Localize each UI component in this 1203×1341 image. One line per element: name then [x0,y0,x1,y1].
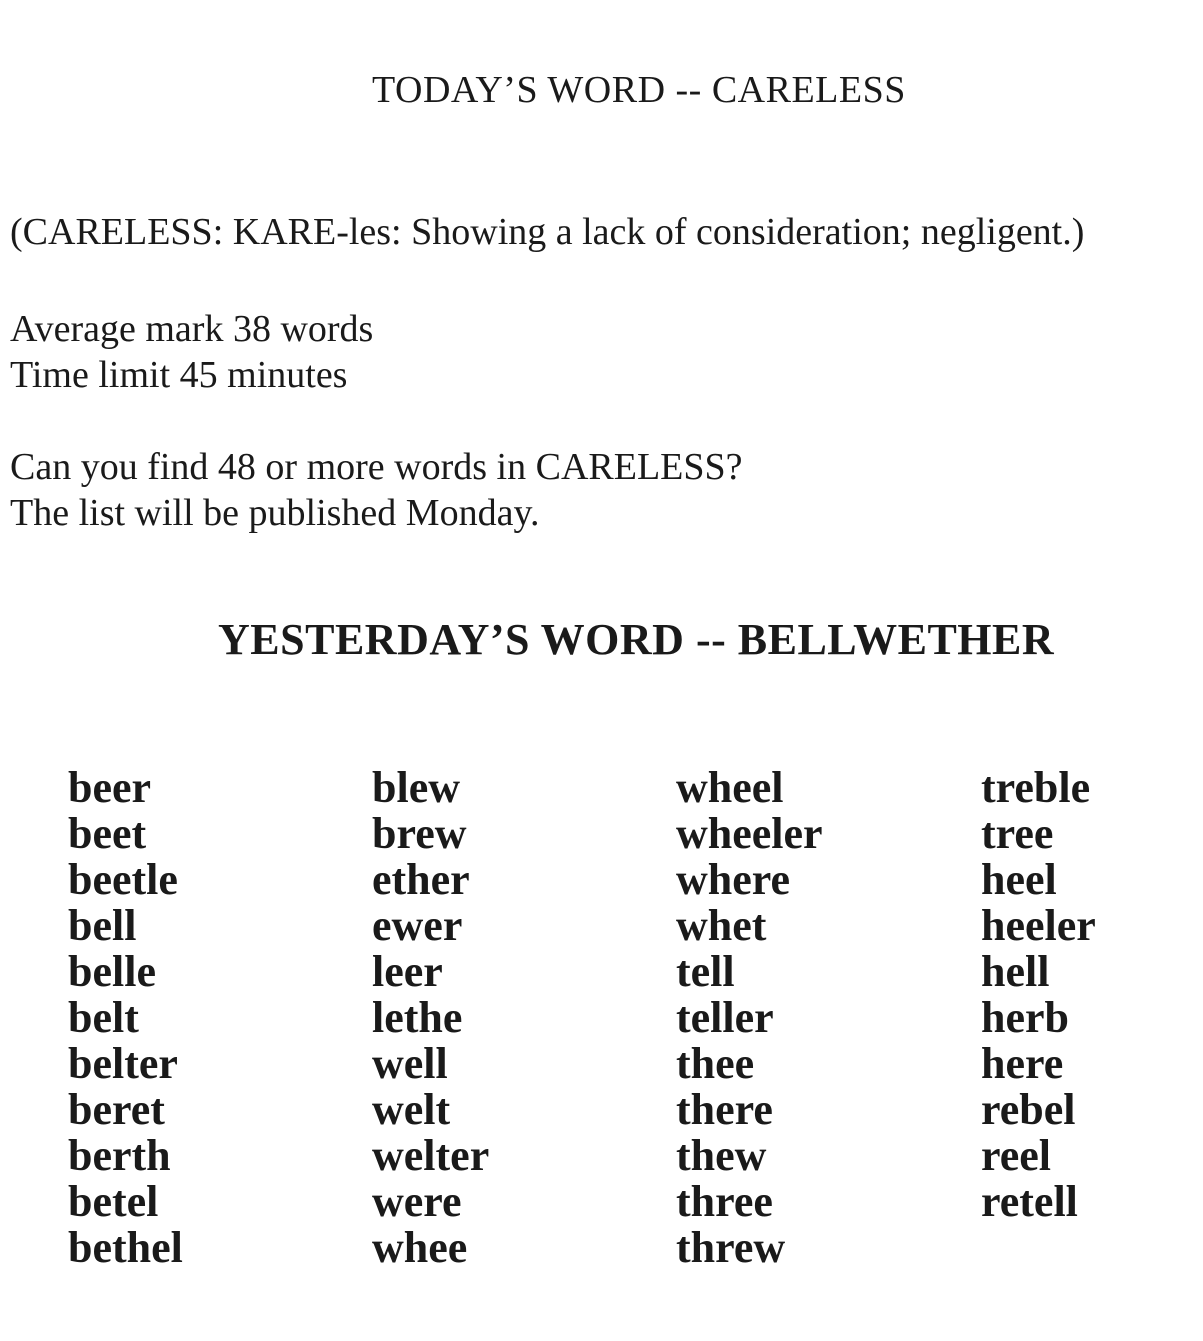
challenge-question: Can you find 48 or more words in CARELESS? [10,446,743,488]
word-item: blew [372,763,460,812]
word-item: tell [676,947,735,996]
word-column-3 [676,765,823,1271]
word-item: beer [68,763,152,812]
word-item: beetle [68,855,178,904]
word-item: wheeler [676,809,823,858]
word-item: berth [68,1131,171,1180]
todays-word-title: TODAY’S WORD -- CARELESS [372,69,906,111]
word-item: belter [68,1039,178,1088]
word-item: lethe [372,993,463,1042]
word-item: wheel [676,763,784,812]
publish-note: The list will be published Monday. [10,492,540,534]
word-list-grid [68,765,1188,1285]
word-item: whet [676,901,767,950]
word-column-1 [68,765,183,1271]
word-definition: (CARELESS: KARE-les: Showing a lack of consideration; negligent.) [10,211,1085,253]
time-limit: Time limit 45 minutes [10,354,348,396]
word-item: beret [68,1085,165,1134]
word-item: herb [981,993,1069,1042]
word-item: belle [68,947,156,996]
word-item: heel [981,855,1057,904]
word-item: reel [981,1131,1052,1180]
word-item: bell [68,901,137,950]
word-item: ewer [372,901,463,950]
word-item: whee [372,1223,468,1272]
challenge-text [10,444,743,536]
word-item: here [981,1039,1064,1088]
word-item: where [676,855,791,904]
word-item: betel [68,1177,159,1226]
average-mark: Average mark 38 words [10,308,374,350]
puzzle-stats [10,306,373,398]
word-item: welt [372,1085,451,1134]
word-item: brew [372,809,467,858]
word-item: hell [981,947,1050,996]
word-item: tree [981,809,1054,858]
word-item: belt [68,993,139,1042]
word-item: were [372,1177,462,1226]
word-item: welter [372,1131,490,1180]
word-item: heeler [981,901,1096,950]
word-item: beet [68,809,147,858]
word-item: retell [981,1177,1078,1226]
word-column-2 [372,765,489,1271]
word-item: threw [676,1223,786,1272]
word-item: three [676,1177,773,1226]
word-item: well [372,1039,448,1088]
word-item: teller [676,993,774,1042]
word-item: treble [981,763,1091,812]
word-column-4 [981,765,1096,1225]
word-item: leer [372,947,443,996]
word-item: bethel [68,1223,183,1272]
word-item: there [676,1085,773,1134]
word-item: ether [372,855,470,904]
word-item: thee [676,1039,755,1088]
word-item: rebel [981,1085,1076,1134]
yesterdays-word-title: YESTERDAY’S WORD -- BELLWETHER [218,615,1055,664]
word-item: thew [676,1131,767,1180]
